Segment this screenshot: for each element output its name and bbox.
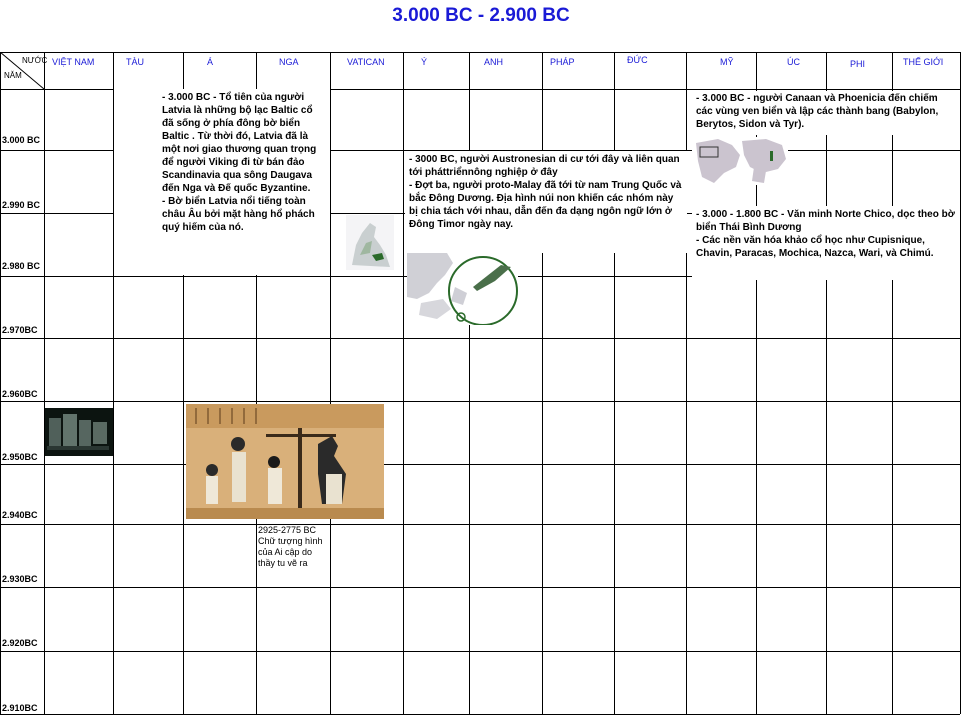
stone-tablet <box>45 408 113 456</box>
baltic-map <box>346 215 394 270</box>
note-austronesian: - 3000 BC, người Austronesian di cư tới đây và liên quan tới pháttriểnnông nghiệp ở đây - Đợt ba, người proto-Malay đã tới từ nam Trung Quốc và bắc Đông Dương. Địa hình núi non khiến các nhóm này bị chia tách với nhau, dẫn đến đa dạng ngôn ngữ lớn ở Đông Timor ngày nay. <box>405 151 687 253</box>
grid-row-line <box>0 714 960 715</box>
grid-row-line <box>0 52 960 53</box>
note-canaan: - 3.000 BC - người Canaan và Phoenicia đến chiếm các vùng ven biển và lập các thành bang (Babylon, Berytos, Sidon và Tyr). <box>692 91 960 135</box>
note-latvia: - 3.000 BC - Tổ tiên của người Latvia là những bộ lạc Baltic cổ đã sống ở phía đông bờ biển Baltic . Từ thời đó, Latvia đã là một nơi giao thương quan trọng để người Viking đi từ bán đảo Scandinavia qua sông Daugava đến Nga và Đế quốc Byzantine. - Bờ biển Latvia nổi tiếng toàn châu Âu bởi mặt hàng hổ phách quý hiếm của nó. <box>114 89 330 275</box>
grid-col-line <box>960 52 961 714</box>
col-header-nga: NGA <box>279 57 299 67</box>
grid-col-line <box>403 52 404 714</box>
corner-year-label: NĂM <box>4 71 22 80</box>
col-header-duc: ĐỨC <box>627 55 648 65</box>
grid-row-line <box>0 338 960 339</box>
corner-diagonal <box>0 52 44 89</box>
grid-row-line <box>0 651 960 652</box>
col-header-tau: TÀU <box>126 57 144 67</box>
col-header-a: Á <box>207 57 214 67</box>
grid-row-line <box>0 587 960 588</box>
col-header-vatican: VATICAN <box>347 57 385 67</box>
year-label: 2.960BC <box>2 389 38 399</box>
col-header-y: Ý <box>421 57 428 67</box>
year-label: 2.940BC <box>2 510 38 520</box>
year-label: 2.930BC <box>2 574 38 584</box>
col-header-anh: ANH <box>484 57 504 67</box>
timor-map <box>407 253 518 325</box>
year-label: 3.000 BC <box>2 135 41 145</box>
egypt-caption: 2925-2775 BC Chữ tượng hình của Ai cập do thầy tu vẽ ra <box>257 525 329 581</box>
col-header-viet-nam: VIỆT NAM <box>52 57 95 67</box>
year-label: 2.970BC <box>2 325 38 335</box>
year-label: 2.950BC <box>2 452 38 462</box>
grid-col-line <box>330 52 331 714</box>
year-label: 2.910BC <box>2 703 38 713</box>
grid-row-line <box>0 464 960 465</box>
levant-map <box>692 137 788 185</box>
year-label: 2.920BC <box>2 638 38 648</box>
col-header-my: MỸ <box>720 57 734 67</box>
grid-col-line <box>0 52 1 714</box>
year-label: 2.990 BC <box>2 200 41 210</box>
grid-col-line <box>826 52 827 714</box>
col-header-phap: PHÁP <box>550 57 575 67</box>
col-header-phi: PHI <box>850 59 866 69</box>
egyptian-papyrus <box>186 404 384 519</box>
corner-country-label: NƯỚC <box>22 56 48 65</box>
grid-row-line <box>0 401 960 402</box>
col-header-uc: ÚC <box>787 57 800 67</box>
page-title: 3.000 BC - 2.900 BC <box>392 5 570 26</box>
note-norte-chico: - 3.000 - 1.800 BC - Văn minh Norte Chico, dọc theo bờ biển Thái Bình Dương - Các nền văn hóa khảo cổ học như Cupisnique, Chavin, Paracas, Mochica, Nazca, Wari, và Chimú. <box>692 206 960 280</box>
year-label: 2.980 BC <box>2 261 41 271</box>
grid-row-line <box>0 524 960 525</box>
grid-col-line <box>892 52 893 714</box>
grid-col-line <box>44 52 45 714</box>
col-header-the-gioi: THẾ GIỚI <box>903 57 944 67</box>
